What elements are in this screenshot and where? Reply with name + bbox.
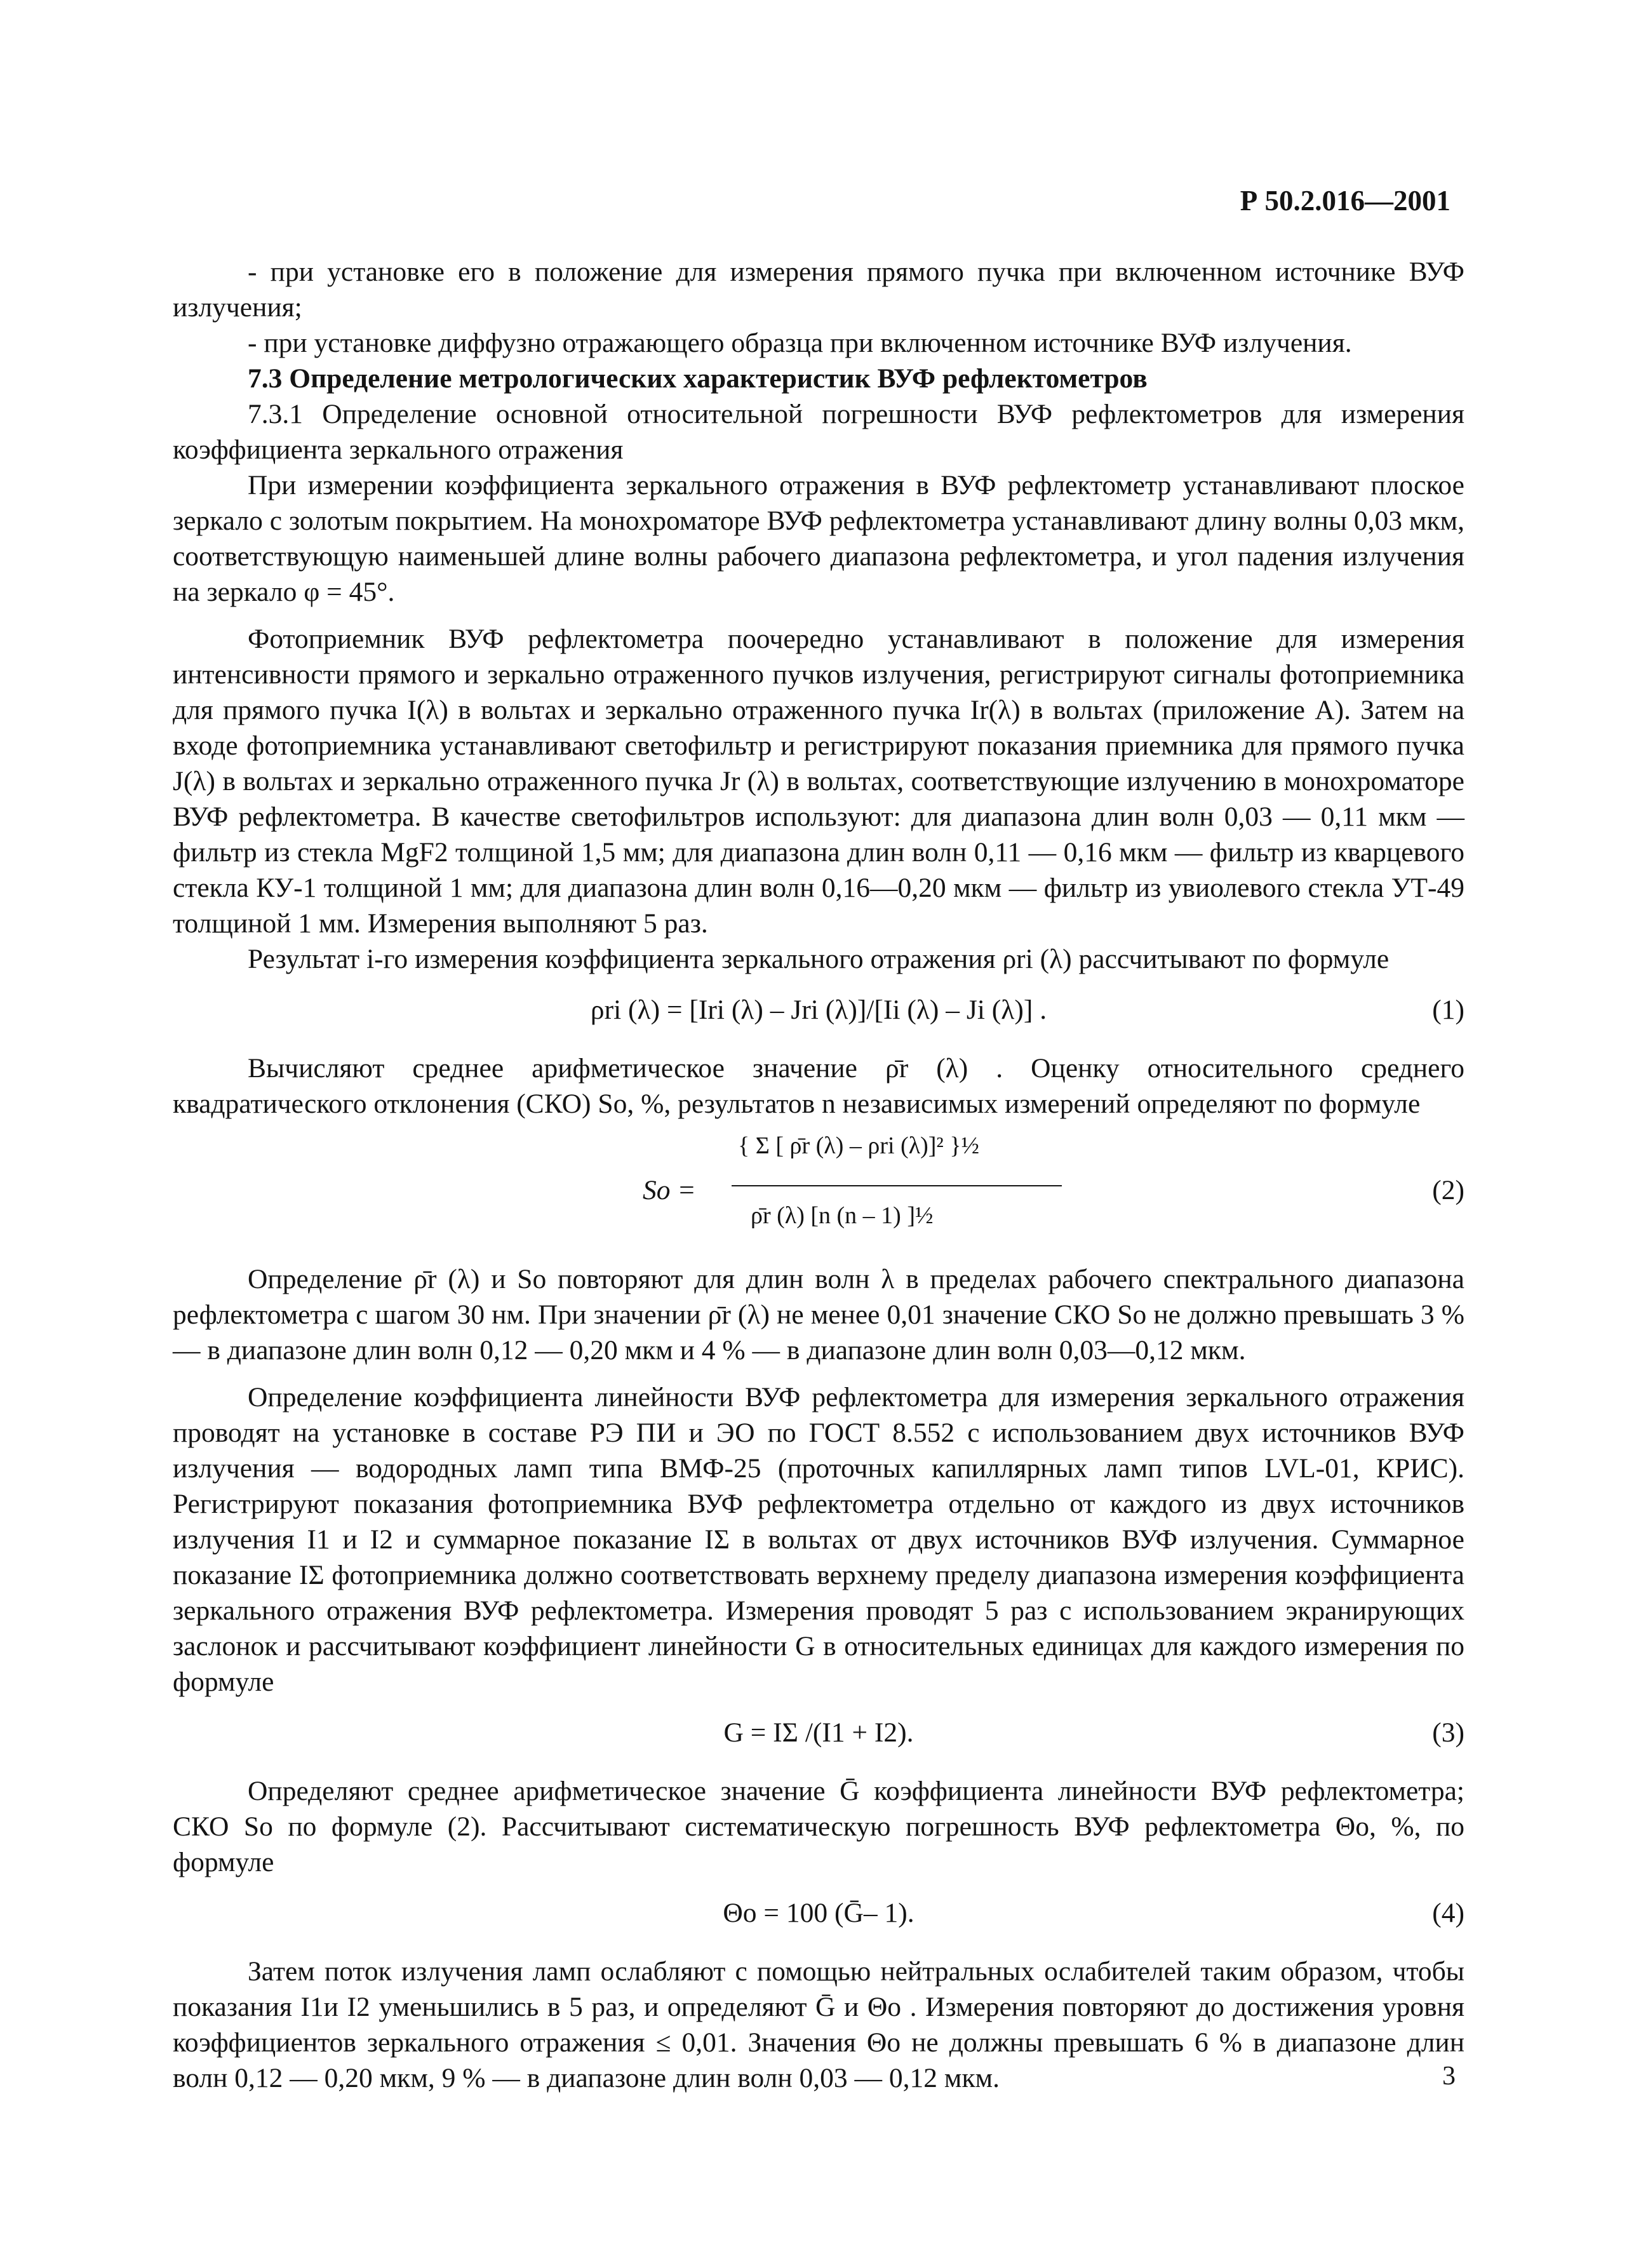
formula-2-numerator: { Σ [ ρ̄r (λ) – ρri (λ)]² }½ — [738, 1132, 980, 1159]
paragraph-result-i: Результат i-го измерения коэффициента зеркального отражения ρri (λ) рассчитывают по формуле — [248, 944, 1390, 974]
formula-2-fraction — [732, 1122, 1062, 1255]
formula-1 — [173, 983, 1464, 1042]
paragraph-linearity: Определение коэффициента линейности ВУФ рефлектометра для измерения зеркального отражения проводят на установке в составе РЭ ПИ и ЭО по ГОСТ 8.552 с использованием двух источников ВУФ излучения — водородных ламп типа ВМФ-25 (проточных капиллярных ламп типов LVL-01, КРИС). Регистрируют показания фотоприемника ВУФ рефлектометра отдельно от каждого из двух источников излучения I1 и I2 и суммарное показание IΣ в вольтах от двух источников ВУФ излучения. Суммарное показание IΣ фотоприемника должно соответствовать верхнему пределу диапазона измерения коэффициента зеркального отражения ВУФ рефлектометра. Измерения проводят 5 раз с использованием экранирующих заслонок и рассчитывают коэффициент линейности G в относительных единицах для каждого измерения по формуле — [173, 1382, 1464, 1697]
formula-2 — [173, 1122, 1464, 1255]
formula-2-number: (2) — [1432, 1175, 1464, 1205]
paragraph-mirror-setup: При измерении коэффициента зеркального отражения в ВУФ рефлектометр устанавливают плоское зеркало с золотым покрытием. На монохроматоре ВУФ рефлектометра устанавливают длину волны 0,03 мкм, соответствующую наименьшей длине волны рабочего диапазона рефлектометра, и угол падения излучения на зеркало φ = 45°. — [173, 470, 1464, 607]
document-code-header: Р 50.2.016—2001 — [1240, 185, 1450, 217]
fraction-bar — [732, 1185, 1062, 1186]
page-number: 3 — [1442, 2062, 1456, 2091]
formula-3-number: (3) — [1432, 1717, 1464, 1748]
paragraph-photodetector: Фотоприемник ВУФ рефлектометра поочередно устанавливают в положение для измерения интенсивности прямого и зеркально отраженного пучков излучения, регистрируют сигналы фотоприемника для прямого пучка I(λ) в вольтах и зеркально отраженного пучка Ir(λ) в вольтах (приложение А). Затем на входе фотоприемника устанавливают светофильтр и регистрируют показания приемника для прямого пучка J(λ) в вольтах и зеркально отраженного пучка Jr (λ) в вольтах, соответствующие излучению в монохроматоре ВУФ рефлектометра. В качестве светофильтров используют: для диапазона длин волн 0,03 — 0,11 мкм — фильтр из стекла MgF2 толщиной 1,5 мм; для диапазона длин волн 0,11 — 0,16 мкм — фильтр из кварцевого стекла КУ-1 толщиной 1 мм; для диапазона длин волн 0,16—0,20 мкм — фильтр из увиолевого стекла УТ-49 толщиной 1 мм. Измерения выполняют 5 раз. — [173, 624, 1464, 939]
formula-1-number: (1) — [1432, 995, 1464, 1025]
list-item-direct-beam: - при установке его в положение для измерения прямого пучка при включенном источнике ВУФ излучения; — [173, 257, 1464, 323]
subsection-heading-7-3-1: 7.3.1 Определение основной относительной погрешности ВУФ рефлектометров для измерения коэффициента зеркального отражения — [173, 399, 1464, 465]
formula-4-expression: Θo = 100 (Ḡ– 1). — [723, 1898, 914, 1928]
formula-3-expression: G = IΣ /(I1 + I2). — [723, 1717, 914, 1748]
section-heading-7-3: 7.3 Определение метрологических характеристик ВУФ рефлектометров — [248, 363, 1148, 394]
formula-3 — [173, 1706, 1464, 1764]
paragraph-systematic-error: Определяют среднее арифметическое значение Ḡ коэффициента линейности ВУФ рефлектометра; СКО So по формуле (2). Рассчитывают систематическую погрешность ВУФ рефлектометра Θo, %, по формуле — [173, 1776, 1464, 1877]
list-item-diffuse-sample: - при установке диффузно отражающего образца при включенном источнике ВУФ излучения. — [248, 328, 1352, 358]
page-body — [173, 254, 1464, 2096]
paragraph-attenuation: Затем поток излучения ламп ослабляют с помощью нейтральных ослабителей таким образом, чтобы показания I1и I2 уменьшились в 5 раз, и определяют Ḡ и Θo . Измерения повторяют до достижения уровня коэффициентов зеркального отражения ≤ 0,01. Значения Θo не должны превышать 6 % в диапазоне длин волн 0,12 — 0,20 мкм, 9 % — в диапазоне длин волн 0,03 — 0,12 мкм. — [173, 1956, 1464, 2093]
paragraph-mean-sko: Вычисляют среднее арифметическое значение ρ̄r (λ) . Оценку относительного среднего квадратического отклонения (СКО) So, %, результатов n независимых измерений определяют по формуле — [173, 1053, 1464, 1119]
formula-1-expression: ρri (λ) = [Iri (λ) – Jri (λ)]/[Ii (λ) – Ji (λ)] . — [590, 995, 1047, 1025]
formula-4 — [173, 1886, 1464, 1945]
formula-4-number: (4) — [1432, 1898, 1464, 1928]
formula-2-denominator: ρ̄r (λ) [n (n – 1) ]½ — [751, 1202, 934, 1229]
formula-2-lhs: So = — [643, 1175, 696, 1205]
paragraph-wavelength-range: Определение ρ̄r (λ) и So повторяют для длин волн λ в пределах рабочего спектрального диапазона рефлектометра с шагом 30 нм. При значении ρ̄r (λ) не менее 0,01 значение СКО So не должно превышать 3 % — в диапазоне длин волн 0,12 — 0,20 мкм и 4 % — в диапазоне длин волн 0,03—0,12 мкм. — [173, 1264, 1464, 1365]
